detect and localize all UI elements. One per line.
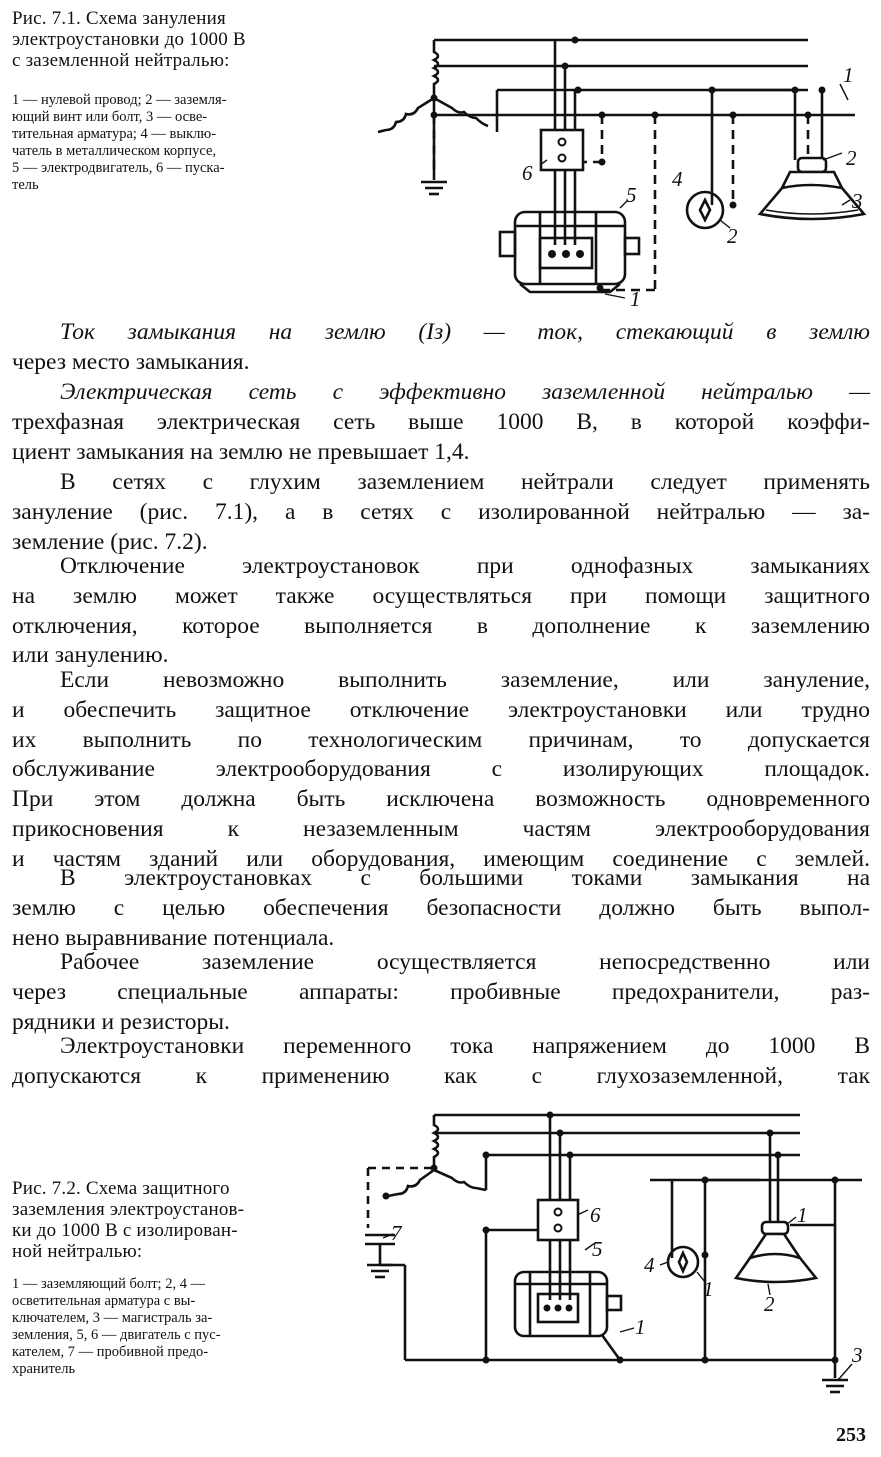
text-line: трехфазная электрическая сеть выше 1000 В, в которой коэффи- (12, 408, 870, 435)
legend-line: чатель в металлическом корпусе, (12, 143, 217, 159)
paragraph-8 (12, 1032, 870, 1092)
paragraph-4 (12, 552, 870, 671)
text-line: нено выравнивание потенциала. (12, 924, 335, 951)
text-line: на землю может также осуществляться при помощи защитного (12, 582, 870, 609)
fig1-label: 1 (843, 63, 854, 87)
text-line: и обеспечить защитное отключение электроустановки или трудно (12, 696, 870, 723)
paragraph-6 (12, 864, 870, 953)
paragraph-1 (12, 318, 870, 378)
caption-line: электроустановки до 1000 В (12, 29, 246, 50)
text-line: Электрическая сеть с эффективно заземленной нейтралью — (60, 379, 870, 405)
fig2-label: 3 (852, 1343, 863, 1367)
text-line: и частям зданий или оборудования, имеющим соединение с землей. (12, 845, 870, 872)
paragraph-2 (12, 378, 870, 467)
legend-line: тель (12, 177, 39, 193)
fig1-label: 4 (672, 167, 683, 191)
paragraph-5 (12, 666, 870, 875)
text-line: земление (рис. 7.2). (12, 528, 208, 555)
caption-line: заземления электроустанов- (12, 1199, 245, 1220)
caption-line: Рис. 7.2. Схема защитного (12, 1178, 230, 1199)
text-line: Электроустановки переменного тока напряжением до 1000 В (60, 1033, 870, 1059)
figure1-legend (12, 92, 330, 194)
caption-line: ной нейтралью: (12, 1241, 143, 1262)
text-line: допускаются к применению как с глухозаземленной, так (12, 1062, 870, 1089)
legend-line: 5 — электродвигатель, 6 — пуска- (12, 160, 225, 176)
figure2-legend (12, 1276, 330, 1378)
caption-line: ки до 1000 В с изолирован- (12, 1220, 238, 1241)
fig2-label: 5 (592, 1237, 603, 1261)
paragraph-7 (12, 948, 870, 1037)
page-number: 253 (836, 1424, 866, 1446)
legend-line: 1 — нулевой провод; 2 — заземля- (12, 92, 227, 108)
fig2-label: 2 (764, 1292, 775, 1316)
text-line: прикосновения к незаземленным частям электрооборудования (12, 815, 870, 842)
text-line: через специальные аппараты: пробивные предохранители, раз- (12, 978, 870, 1005)
text-line: их выполнить по технологическим причинам, то допускается (12, 726, 870, 753)
fig1-label: 2 (727, 224, 738, 248)
text-line: Если невозможно выполнить заземление, или зануление, (60, 667, 870, 693)
text-line: землю с целью обеспечения безопасности должно быть выпол- (12, 894, 870, 921)
figure2-caption (12, 1178, 330, 1262)
legend-line: осветительная арматура с вы- (12, 1293, 196, 1309)
figure1-caption (12, 8, 330, 71)
text-line: Рабочее заземление осуществляется непосредственно или (60, 949, 870, 975)
text-line: В электроустановках с большими токами замыкания на (60, 865, 870, 891)
fig1-label: 1 (630, 287, 641, 310)
fig2-label: 6 (590, 1203, 601, 1227)
fig1-label: 6 (522, 161, 533, 185)
caption-line: с заземленной нейтралью: (12, 50, 230, 71)
text-line: зануление (рис. 7.1), а в сетях с изолированной нейтралью — за- (12, 498, 870, 525)
figure1-diagram (350, 30, 870, 310)
fig2-label: 7 (391, 1221, 402, 1245)
text-line: В сетях с глухим заземлением нейтрали следует применять (60, 469, 870, 495)
text-line: рядники и резисторы. (12, 1008, 230, 1035)
text-line: При этом должна быть исключена возможность одновременного (12, 786, 870, 813)
paragraph-3 (12, 468, 870, 557)
legend-line: земления, 5, 6 — двигатель с пус- (12, 1327, 221, 1343)
fig1-label: 5 (626, 183, 637, 207)
fig2-label: 4 (644, 1253, 655, 1277)
text-line: Отключение электроустановок при однофазных замыканиях (60, 553, 870, 579)
legend-line: тительная арматура; 4 — выклю- (12, 126, 217, 142)
caption-line: Рис. 7.1. Схема зануления (12, 8, 226, 29)
legend-line: хранитель (12, 1361, 76, 1377)
figure2-diagram (345, 1108, 870, 1408)
text-line: отключения, которое выполняется в дополнение к заземлению (12, 612, 870, 639)
fig1-label: 2 (846, 146, 857, 170)
text-line: Ток замыкания на землю (Iз) — ток, стекающий в землю (60, 319, 870, 345)
text-line: обслуживание электрооборудования с изолирующих площадок. (12, 756, 870, 783)
fig2-label: 1 (635, 1315, 646, 1339)
fig2-label: 1 (797, 1203, 808, 1227)
legend-line: ющий винт или болт, 3 — осве- (12, 109, 208, 125)
fig1-label: 3 (852, 189, 863, 213)
fig2-label: 1 (703, 1277, 714, 1301)
legend-line: ключателем, 3 — магистраль за- (12, 1310, 213, 1326)
text-line: через место замыкания. (12, 348, 250, 375)
text-line: или занулению. (12, 642, 169, 669)
legend-line: кателем, 7 — пробивной предо- (12, 1344, 209, 1360)
legend-line: 1 — заземляющий болт; 2, 4 — (12, 1276, 206, 1292)
text-line: циент замыкания на землю не превышает 1,4. (12, 438, 470, 465)
